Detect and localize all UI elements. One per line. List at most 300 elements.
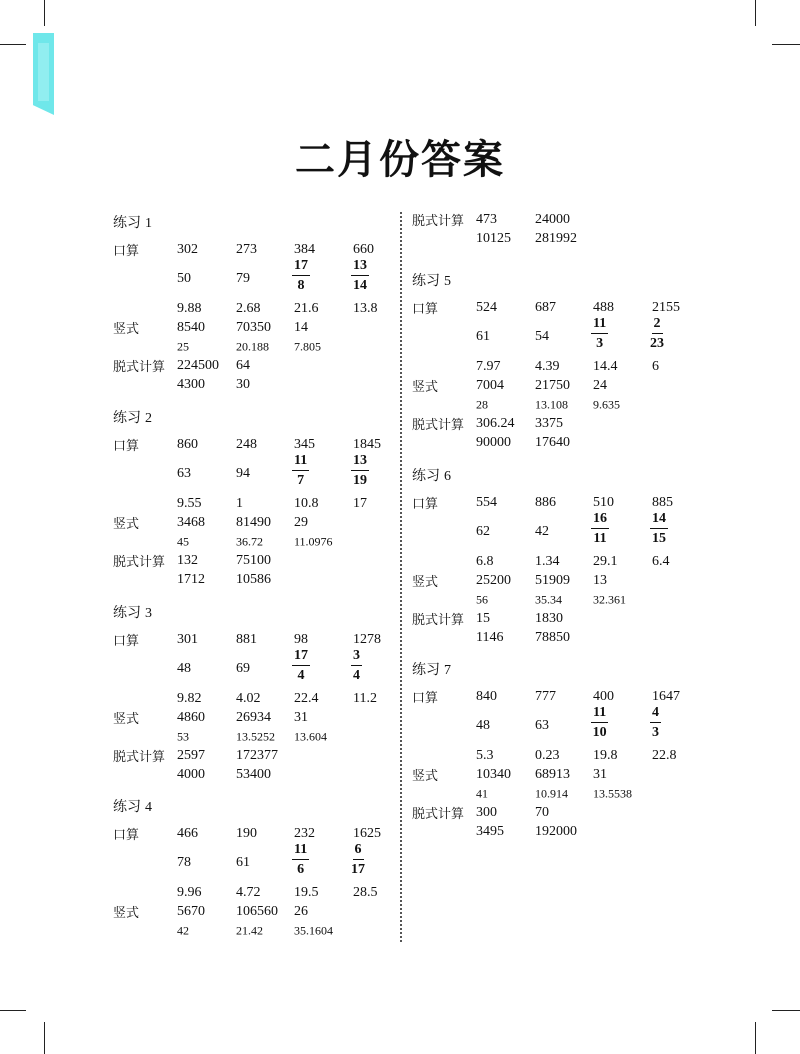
answer-value: 4300 — [177, 376, 205, 392]
answer-value: 41 — [476, 786, 488, 800]
answer-value: 35.34 — [535, 592, 562, 606]
answer-row — [412, 590, 702, 609]
fraction-denominator: 4 — [297, 668, 305, 683]
row-values — [476, 552, 702, 571]
answer-value: 21750 — [535, 377, 570, 393]
answer-value: 1712 — [177, 571, 205, 587]
row-values — [177, 746, 393, 765]
fraction-denominator: 23 — [650, 336, 664, 351]
answer-value: 224500 — [177, 357, 219, 373]
crop-mark — [772, 1010, 800, 1011]
answer-value: 26934 — [236, 709, 271, 725]
row-label: 竖式 — [412, 769, 439, 784]
answer-value: 11.2 — [353, 690, 377, 706]
answer-value: 21.6 — [294, 300, 319, 316]
fraction-numerator: 11 — [292, 454, 309, 471]
answer-value: 300 — [476, 804, 497, 820]
fraction-denominator: 7 — [297, 473, 305, 488]
answer-value: 1830 — [535, 610, 563, 626]
crop-mark — [0, 1010, 26, 1011]
answer-value: 3375 — [535, 415, 563, 431]
answer-value: 13.604 — [294, 729, 327, 743]
answer-value: 6.4 — [652, 553, 670, 569]
exercise-number: 7 — [444, 663, 451, 678]
row-values — [476, 784, 702, 803]
answer-value: 10340 — [476, 766, 511, 782]
answer-value: 25200 — [476, 572, 511, 588]
answer-value: 4000 — [177, 766, 205, 782]
answer-value: 13.5252 — [236, 729, 275, 743]
answer-row — [412, 571, 702, 590]
answer-value: 20.188 — [236, 339, 269, 353]
answer-row — [412, 210, 702, 229]
answer-value: 45 — [177, 534, 189, 548]
row-label: 口算 — [113, 634, 140, 649]
answer-value: 1647 — [652, 688, 680, 704]
row-label: 竖式 — [412, 380, 439, 395]
answer-row-fractions — [113, 843, 393, 883]
fraction — [650, 317, 664, 351]
row-label: 竖式 — [113, 517, 140, 532]
exercise-name: 练习 — [412, 468, 440, 484]
fraction-numerator: 4 — [650, 706, 661, 723]
row-values — [476, 571, 702, 590]
answer-value: 172377 — [236, 747, 278, 763]
exercise-section — [412, 270, 702, 452]
fraction — [292, 843, 309, 877]
answer-row — [412, 493, 702, 512]
answer-value: 32.361 — [593, 592, 626, 606]
answer-value: 345 — [294, 436, 315, 452]
fraction — [591, 706, 608, 740]
answer-value: 62 — [476, 524, 490, 539]
answer-value: 860 — [177, 436, 198, 452]
answer-row — [412, 298, 702, 317]
answer-value: 48 — [476, 718, 490, 733]
answer-value: 17 — [353, 495, 367, 511]
fraction-denominator: 8 — [297, 278, 305, 293]
row-label: 口算 — [113, 244, 140, 259]
exercise-section — [412, 659, 702, 841]
fraction-numerator: 11 — [591, 317, 608, 334]
row-values — [177, 765, 393, 784]
answer-value: 28 — [476, 397, 488, 411]
exercise-number: 3 — [145, 606, 152, 621]
fraction — [591, 512, 609, 546]
answer-row — [113, 356, 393, 375]
answer-value: 3468 — [177, 514, 205, 530]
row-values — [177, 843, 393, 883]
answer-value: 6.8 — [476, 553, 494, 569]
answer-value: 69 — [236, 661, 250, 676]
page-title: 二月份答案 — [295, 137, 505, 183]
answer-value: 2597 — [177, 747, 205, 763]
answer-value: 26 — [294, 903, 308, 919]
answer-value: 554 — [476, 494, 497, 510]
answer-value: 81490 — [236, 514, 271, 530]
answer-value: 1146 — [476, 629, 504, 645]
answer-value: 63 — [535, 718, 549, 733]
row-values — [476, 229, 702, 248]
row-values — [177, 689, 393, 708]
answer-value: 35.1604 — [294, 923, 333, 937]
answer-value: 9.96 — [177, 884, 202, 900]
answer-value: 1625 — [353, 825, 381, 841]
answer-value: 4.02 — [236, 690, 261, 706]
fraction — [591, 317, 608, 351]
answer-value: 10.8 — [294, 495, 319, 511]
answer-row — [412, 229, 702, 248]
fraction-denominator: 14 — [353, 278, 367, 293]
answer-row — [113, 240, 393, 259]
exercise-section — [412, 465, 702, 647]
exercise-number: 6 — [444, 469, 451, 484]
row-values — [177, 454, 393, 494]
row-values — [177, 727, 393, 746]
answer-value: 22.4 — [294, 690, 319, 706]
exercise-name: 练习 — [412, 273, 440, 289]
answer-value: 9.55 — [177, 495, 202, 511]
answer-value: 302 — [177, 241, 198, 257]
page-tab-marker — [33, 33, 54, 115]
row-values — [177, 902, 393, 921]
row-label: 口算 — [412, 302, 439, 317]
carry-over-block — [412, 210, 702, 248]
row-values — [476, 590, 702, 609]
answer-value: 473 — [476, 211, 497, 227]
answer-value: 28.5 — [353, 884, 378, 900]
fraction-numerator: 17 — [292, 259, 310, 276]
answer-value: 2155 — [652, 299, 680, 315]
answer-value: 106560 — [236, 903, 278, 919]
answer-value: 7004 — [476, 377, 504, 393]
answer-value: 5.3 — [476, 747, 494, 763]
answer-value: 17640 — [535, 434, 570, 450]
answer-value: 190 — [236, 825, 257, 841]
answer-value: 64 — [236, 357, 250, 373]
exercise-section — [113, 407, 393, 589]
row-values — [177, 318, 393, 337]
answer-value: 19.8 — [593, 747, 618, 763]
answer-row — [412, 628, 702, 647]
answer-value: 8540 — [177, 319, 205, 335]
fraction — [351, 649, 362, 683]
answer-row-fractions — [113, 454, 393, 494]
answer-row — [113, 494, 393, 513]
answer-row — [412, 395, 702, 414]
answer-row — [412, 376, 702, 395]
row-label: 脱式计算 — [412, 418, 465, 433]
answer-value: 10.914 — [535, 786, 568, 800]
answer-row — [412, 552, 702, 571]
answer-row-fractions — [412, 317, 702, 357]
answer-row — [412, 433, 702, 452]
answer-value: 14.4 — [593, 358, 618, 374]
row-label: 脱式计算 — [412, 613, 465, 628]
row-values — [476, 357, 702, 376]
exercise-section — [113, 212, 393, 394]
fraction-numerator: 16 — [591, 512, 609, 529]
answer-value: 510 — [593, 494, 614, 510]
row-label: 竖式 — [113, 712, 140, 727]
row-values — [177, 824, 393, 843]
answer-value: 488 — [593, 299, 614, 315]
fraction-numerator: 11 — [591, 706, 608, 723]
answer-row-fractions — [412, 512, 702, 552]
row-values — [476, 609, 702, 628]
row-values — [476, 822, 702, 841]
row-label: 脱式计算 — [113, 360, 166, 375]
fraction — [292, 649, 310, 683]
answer-row — [113, 630, 393, 649]
answer-value: 524 — [476, 299, 497, 315]
row-values — [177, 513, 393, 532]
row-label: 口算 — [412, 691, 439, 706]
row-values — [177, 240, 393, 259]
answer-row-fractions — [113, 259, 393, 299]
answer-row — [412, 687, 702, 706]
answer-value: 78850 — [535, 629, 570, 645]
exercise-number: 1 — [145, 216, 152, 231]
answer-value: 22.8 — [652, 747, 677, 763]
answer-value: 31 — [593, 766, 607, 782]
row-values — [476, 210, 702, 229]
row-values — [476, 414, 702, 433]
answer-row — [412, 414, 702, 433]
exercise-title — [113, 212, 393, 234]
answer-value: 4.39 — [535, 358, 560, 374]
column-divider — [400, 212, 402, 942]
exercise-name: 练习 — [113, 799, 141, 815]
answer-value: 7.805 — [294, 339, 321, 353]
answer-value: 248 — [236, 436, 257, 452]
fraction-denominator: 15 — [652, 531, 666, 546]
fraction-denominator: 19 — [353, 473, 367, 488]
answer-value: 78 — [177, 855, 191, 870]
answer-row — [412, 746, 702, 765]
row-values — [476, 317, 702, 357]
crop-mark — [0, 44, 26, 45]
row-values — [476, 376, 702, 395]
answer-value: 61 — [476, 329, 490, 344]
answer-row — [113, 689, 393, 708]
answer-value: 29 — [294, 514, 308, 530]
answer-value: 98 — [294, 631, 308, 647]
answer-value: 56 — [476, 592, 488, 606]
fraction — [351, 259, 369, 293]
answer-value: 13 — [593, 572, 607, 588]
answer-value: 9.82 — [177, 690, 202, 706]
answer-value: 42 — [535, 524, 549, 539]
fraction-denominator: 3 — [652, 725, 659, 740]
answer-row — [113, 532, 393, 551]
answer-value: 79 — [236, 271, 250, 286]
row-label: 竖式 — [412, 575, 439, 590]
answer-row — [113, 921, 393, 940]
exercise-number: 2 — [145, 411, 152, 426]
fraction — [292, 454, 309, 488]
answer-value: 687 — [535, 299, 556, 315]
answer-value: 3495 — [476, 823, 504, 839]
answer-value: 50 — [177, 271, 191, 286]
exercise-number: 4 — [145, 800, 152, 815]
fraction-denominator: 6 — [297, 862, 305, 877]
answer-value: 94 — [236, 466, 250, 481]
row-label: 脱式计算 — [412, 807, 465, 822]
fraction — [351, 843, 365, 877]
answer-value: 10586 — [236, 571, 271, 587]
answer-value: 9.635 — [593, 397, 620, 411]
row-label: 口算 — [113, 828, 140, 843]
fraction-numerator: 2 — [652, 317, 663, 334]
exercise-section — [113, 796, 393, 940]
answer-value: 777 — [535, 688, 556, 704]
fraction-denominator: 4 — [353, 668, 360, 683]
row-label: 口算 — [412, 497, 439, 512]
fraction — [650, 512, 668, 546]
answer-value: 15 — [476, 610, 490, 626]
fraction-numerator: 17 — [292, 649, 310, 666]
row-values — [177, 570, 393, 589]
answer-value: 90000 — [476, 434, 511, 450]
fraction-numerator: 14 — [650, 512, 668, 529]
row-values — [476, 433, 702, 452]
fraction — [650, 706, 661, 740]
crop-mark — [755, 0, 756, 26]
answer-row — [113, 824, 393, 843]
answer-row — [113, 708, 393, 727]
answer-value: 466 — [177, 825, 198, 841]
answer-row — [113, 318, 393, 337]
answer-value: 13.5538 — [593, 786, 632, 800]
answer-row — [113, 727, 393, 746]
answer-row — [113, 746, 393, 765]
answer-value: 21.42 — [236, 923, 263, 937]
row-values — [476, 493, 702, 512]
row-label: 竖式 — [113, 322, 140, 337]
fraction-denominator: 3 — [596, 336, 604, 351]
fraction-numerator: 3 — [351, 649, 362, 666]
exercise-title — [113, 602, 393, 624]
answer-value: 61 — [236, 855, 250, 870]
row-values — [476, 628, 702, 647]
answer-value: 132 — [177, 552, 198, 568]
answer-value: 54 — [535, 329, 549, 344]
answer-row — [113, 765, 393, 784]
answer-row — [113, 435, 393, 454]
crop-mark — [772, 44, 800, 45]
crop-mark — [44, 1022, 45, 1054]
answer-row — [412, 784, 702, 803]
row-label: 脱式计算 — [113, 750, 166, 765]
exercise-title — [412, 465, 702, 487]
answer-value: 10125 — [476, 230, 511, 246]
row-values — [177, 299, 393, 318]
answer-value: 273 — [236, 241, 257, 257]
exercise-title — [113, 407, 393, 429]
answer-value: 232 — [294, 825, 315, 841]
row-values — [177, 708, 393, 727]
row-values — [476, 298, 702, 317]
exercise-name: 练习 — [113, 215, 141, 231]
row-values — [476, 746, 702, 765]
fraction-denominator: 17 — [351, 862, 365, 877]
answer-value: 31 — [294, 709, 308, 725]
exercise-name: 练习 — [412, 662, 440, 678]
fraction-denominator: 10 — [592, 725, 607, 740]
fraction-numerator: 13 — [351, 454, 369, 471]
exercise-name: 练习 — [113, 410, 141, 426]
answer-value: 75100 — [236, 552, 271, 568]
answer-value: 306.24 — [476, 415, 515, 431]
answer-row — [113, 337, 393, 356]
answer-value: 5670 — [177, 903, 205, 919]
crop-mark — [755, 1022, 756, 1054]
answer-value: 7.97 — [476, 358, 501, 374]
row-values — [476, 706, 702, 746]
row-values — [177, 259, 393, 299]
answer-value: 48 — [177, 661, 191, 676]
answer-value: 192000 — [535, 823, 577, 839]
answer-row-fractions — [113, 649, 393, 689]
answer-value: 885 — [652, 494, 673, 510]
row-values — [177, 375, 393, 394]
answer-value: 53400 — [236, 766, 271, 782]
answer-value: 53 — [177, 729, 189, 743]
fraction-numerator: 11 — [292, 843, 309, 860]
answer-value: 13.8 — [353, 300, 378, 316]
answer-value: 24 — [593, 377, 607, 393]
answer-value: 68913 — [535, 766, 570, 782]
answer-row — [113, 902, 393, 921]
answer-row — [113, 375, 393, 394]
answer-value: 881 — [236, 631, 257, 647]
answer-value: 660 — [353, 241, 374, 257]
answer-value: 13.108 — [535, 397, 568, 411]
row-values — [177, 532, 393, 551]
row-values — [177, 356, 393, 375]
answer-row — [113, 551, 393, 570]
answer-value: 840 — [476, 688, 497, 704]
row-values — [177, 883, 393, 902]
answer-value: 2.68 — [236, 300, 261, 316]
answer-value: 1 — [236, 495, 243, 511]
exercise-number: 5 — [444, 274, 451, 289]
row-values — [476, 803, 702, 822]
answer-value: 400 — [593, 688, 614, 704]
row-label: 竖式 — [113, 906, 140, 921]
answer-value: 0.23 — [535, 747, 560, 763]
crop-mark — [44, 0, 45, 26]
answer-value: 4860 — [177, 709, 205, 725]
answer-value: 29.1 — [593, 553, 618, 569]
row-values — [177, 494, 393, 513]
row-label: 脱式计算 — [412, 214, 465, 229]
answer-value: 19.5 — [294, 884, 319, 900]
answer-value: 384 — [294, 241, 315, 257]
answer-row — [412, 803, 702, 822]
answer-value: 25 — [177, 339, 189, 353]
exercise-title — [412, 270, 702, 292]
answer-row — [412, 357, 702, 376]
answer-row — [412, 609, 702, 628]
row-values — [177, 649, 393, 689]
row-values — [177, 921, 393, 940]
answer-value: 70 — [535, 804, 549, 820]
fraction — [351, 454, 369, 488]
answer-value: 36.72 — [236, 534, 263, 548]
exercise-title — [412, 659, 702, 681]
